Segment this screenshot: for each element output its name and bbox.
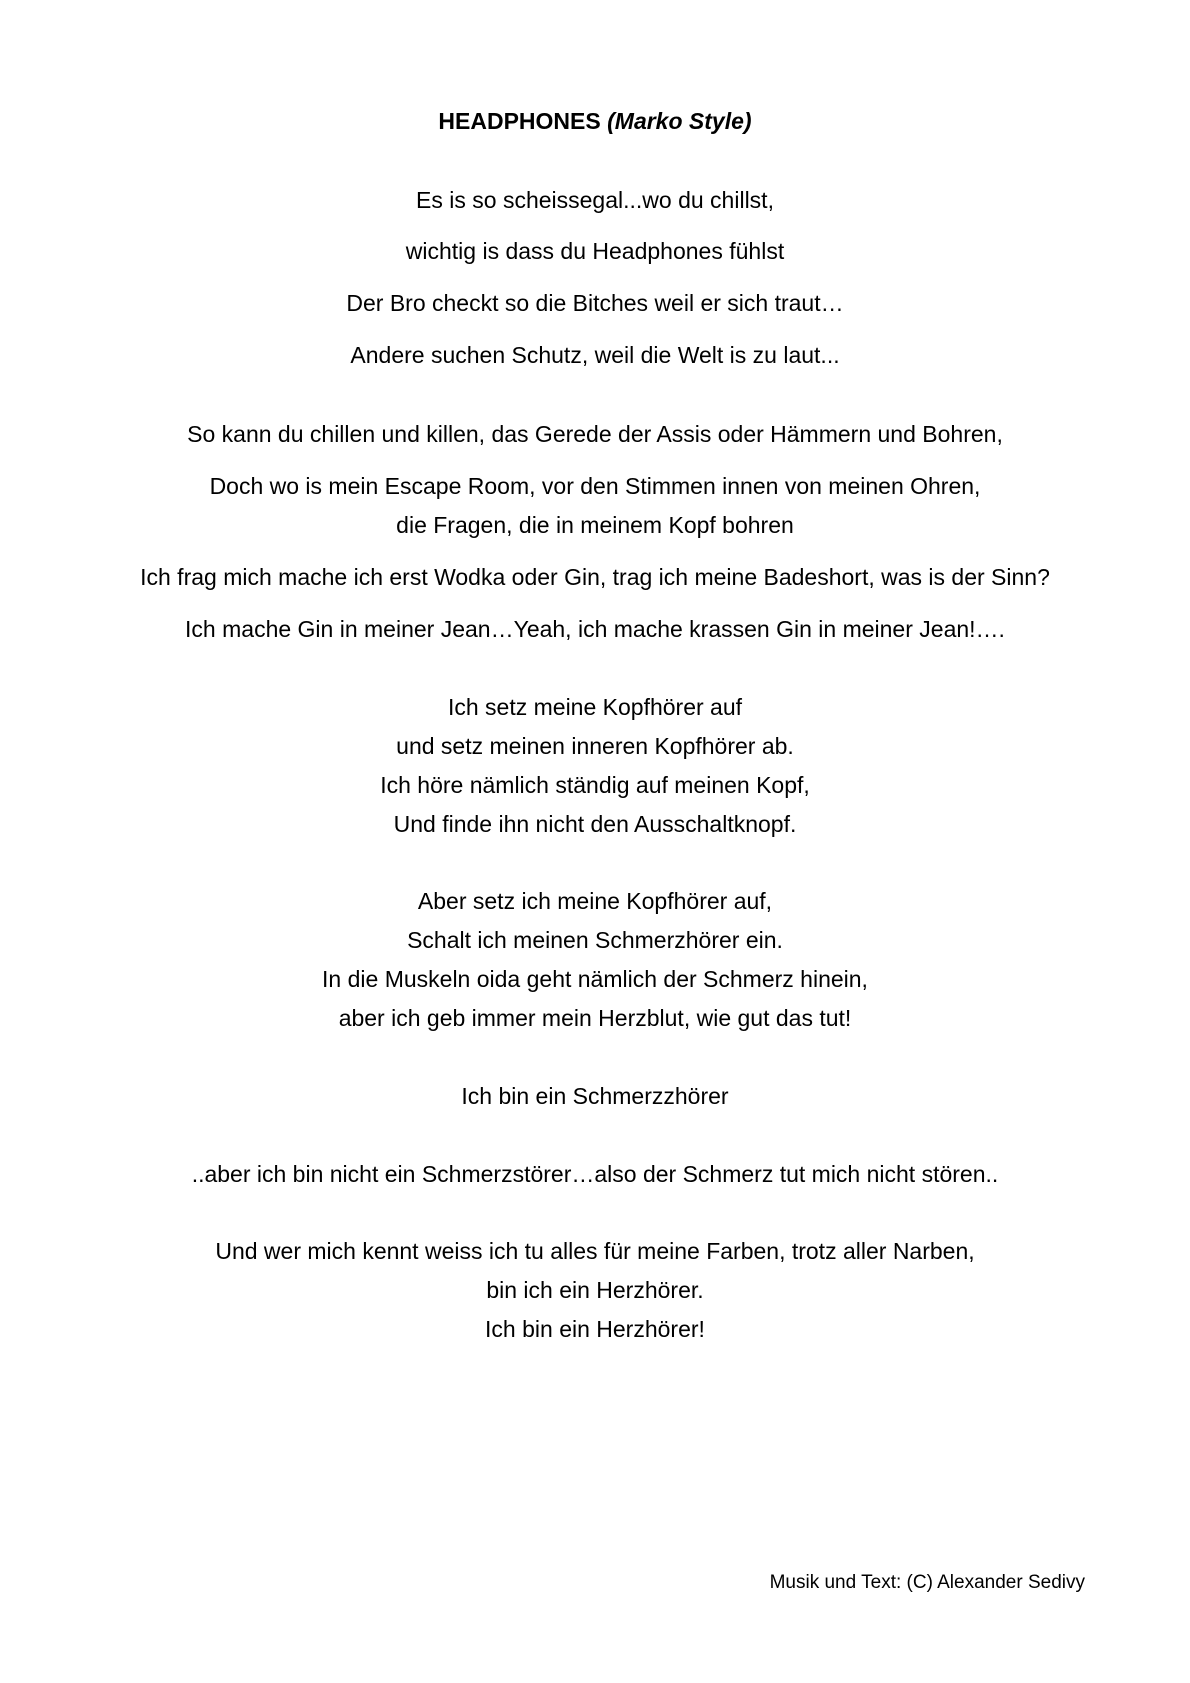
lyric-line: Ich mache Gin in meiner Jean…Yeah, ich mache krassen Gin in meiner Jean!…. (185, 616, 1005, 642)
lyric-line: ..aber ich bin nicht ein Schmerzstörer…also der Schmerz tut mich nicht stören.. (191, 1161, 999, 1187)
lyric-line: So kann du chillen und killen, das Gerede der Assis oder Hämmern und Bohren, (187, 421, 1003, 447)
lyric-line: bin ich ein Herzhörer. (486, 1277, 704, 1303)
copyright-credit: Musik und Text: (C) Alexander Sedivy (769, 1572, 1085, 1593)
lyric-line: Doch wo is mein Escape Room, vor den Stimmen innen von meinen Ohren, (209, 473, 981, 499)
lyric-line: Ich setz meine Kopfhörer auf (447, 694, 743, 720)
lyric-line: Es is so scheissegal...wo du chillst, (416, 187, 774, 213)
lyric-line: Und finde ihn nicht den Ausschaltknopf. (393, 811, 797, 837)
lyric-line: Ich frag mich mache ich erst Wodka oder Gin, trag ich meine Badeshort, was is der Sinn? (140, 564, 1050, 590)
lyric-line: die Fragen, die in meinem Kopf bohren (396, 512, 794, 538)
lyric-line: In die Muskeln oida geht nämlich der Schmerz hinein, (322, 966, 868, 992)
lyric-line: und setz meinen inneren Kopfhörer ab. (396, 733, 794, 759)
song-title-main: HEADPHONES (438, 108, 601, 134)
lyric-line: aber ich geb immer mein Herzblut, wie gut das tut! (338, 1005, 852, 1031)
lyric-line: Andere suchen Schutz, weil die Welt is zu laut... (350, 342, 840, 368)
lyric-line: wichtig is dass du Headphones fühlst (405, 238, 785, 264)
lyric-line: Der Bro checkt so die Bitches weil er sich traut… (346, 290, 844, 316)
lyric-line: Schalt ich meinen Schmerzhörer ein. (407, 927, 783, 953)
lyric-line: Aber setz ich meine Kopfhörer auf, (417, 888, 773, 914)
lyric-line: Ich bin ein Schmerzzhörer (461, 1083, 729, 1109)
song-title (0, 107, 1190, 135)
lyric-line: Und wer mich kennt weiss ich tu alles für meine Farben, trotz aller Narben, (215, 1238, 975, 1264)
lyric-line: Ich höre nämlich ständig auf meinen Kopf, (380, 772, 810, 798)
lyric-line: Ich bin ein Herzhörer! (485, 1316, 705, 1342)
song-title-subtitle: (Marko Style) (607, 108, 752, 134)
